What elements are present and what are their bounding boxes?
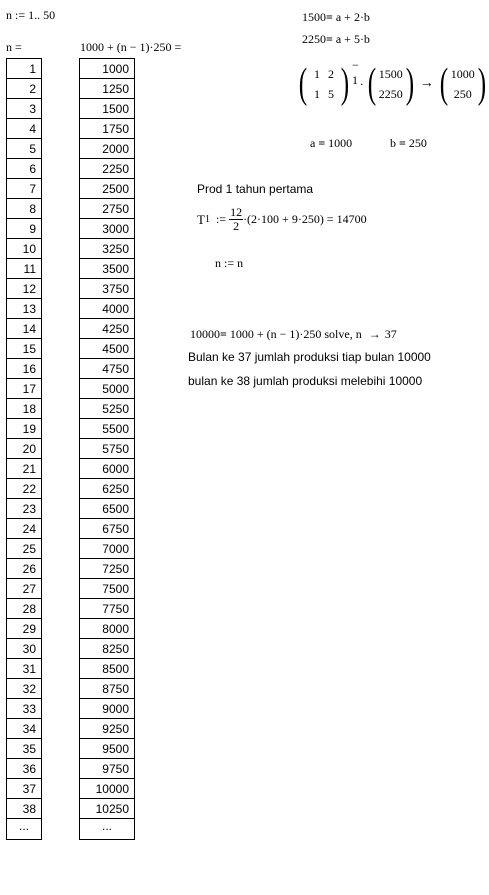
table-cell[interactable]: 30	[7, 639, 41, 659]
table-cell[interactable]: 34	[7, 719, 41, 739]
table-cell[interactable]: 8500	[80, 659, 134, 679]
table-cell[interactable]: 11	[7, 259, 41, 279]
table-cell[interactable]: 5750	[80, 439, 134, 459]
left-paren-icon: (	[367, 61, 376, 107]
table-cell[interactable]: 1250	[80, 79, 134, 99]
prod-expression: ·(2·100 + 9·250) = 14700	[243, 212, 367, 226]
table-cell[interactable]: 32	[7, 679, 41, 699]
eq1-lhs: 1500	[302, 10, 326, 24]
a-sign: =	[318, 136, 326, 150]
table-cell[interactable]: 6500	[80, 499, 134, 519]
eq2-lhs: 2250	[302, 32, 326, 46]
table-cell[interactable]: 5	[7, 139, 41, 159]
table-cell[interactable]: 35	[7, 739, 41, 759]
table-cell[interactable]: 25	[7, 539, 41, 559]
table-cell[interactable]: 8750	[80, 679, 134, 699]
table-cell[interactable]: 9000	[80, 699, 134, 719]
n-table-label[interactable]: n =	[6, 40, 22, 54]
a-value: 1000	[328, 136, 353, 150]
matrix-cell: 2	[328, 66, 334, 81]
table-cell[interactable]: 28	[7, 599, 41, 619]
table-cell[interactable]: 4000	[80, 299, 134, 319]
table-cell[interactable]: 10000	[80, 779, 134, 799]
table-cell[interactable]: 6	[7, 159, 41, 179]
matrix-cell: 5	[328, 86, 334, 101]
t-subscript: 1	[204, 214, 210, 225]
right-paren-icon: )	[405, 61, 414, 107]
conclusion-line-2[interactable]: bulan ke 38 jumlah produksi melebihi 10000	[188, 374, 423, 388]
table-cell[interactable]: 20	[7, 439, 41, 459]
eq1-sign: =	[326, 10, 333, 24]
fraction-numerator: 12	[230, 205, 243, 219]
table-cell[interactable]: 2	[7, 79, 41, 99]
solve-equation[interactable]	[190, 327, 397, 342]
table-cell[interactable]: 2000	[80, 139, 134, 159]
table-cell[interactable]: 23	[7, 499, 41, 519]
right-paren-icon: )	[477, 61, 486, 107]
left-paren-icon: (	[439, 61, 448, 107]
coefficient-matrix	[310, 64, 338, 104]
n-reset[interactable]: n := n	[215, 256, 244, 270]
table-cell[interactable]: 24	[7, 519, 41, 539]
table-cell[interactable]: 1750	[80, 119, 134, 139]
table-cell[interactable]: 13	[7, 299, 41, 319]
table-cell[interactable]: 29	[7, 619, 41, 639]
table-cell[interactable]: 7500	[80, 579, 134, 599]
eq2-sign: =	[326, 32, 333, 46]
range-definition[interactable]: n := 1.. 50	[6, 8, 56, 22]
equation-1[interactable]	[302, 10, 370, 25]
table-cell[interactable]: 22	[7, 479, 41, 499]
table-cell[interactable]: 10	[7, 239, 41, 259]
table-cell[interactable]: 6250	[80, 479, 134, 499]
table-cell[interactable]: 3750	[80, 279, 134, 299]
table-cell[interactable]: 36	[7, 759, 41, 779]
table-cell[interactable]: 21	[7, 459, 41, 479]
table-cell[interactable]: 3250	[80, 239, 134, 259]
b-label: b	[390, 136, 396, 150]
solve-sign: =	[220, 327, 227, 341]
table-cell[interactable]: 8250	[80, 639, 134, 659]
multiply-dot: ·	[359, 76, 364, 91]
table-cell[interactable]: 33	[7, 699, 41, 719]
formula-table-label[interactable]: 1000 + (n − 1)·250 =	[80, 40, 182, 54]
table-cell[interactable]: 2500	[80, 179, 134, 199]
table-cell[interactable]: 18	[7, 399, 41, 419]
table-cell[interactable]: 7750	[80, 599, 134, 619]
table-cell[interactable]: 10250	[80, 799, 134, 819]
arrow-icon: →	[368, 327, 381, 341]
matrix-expression[interactable]	[296, 58, 489, 107]
prod-equation[interactable]	[197, 206, 367, 233]
solve-result: 37	[384, 327, 397, 341]
matrix-cell: 1	[314, 86, 320, 101]
n-values-table[interactable]	[6, 58, 42, 840]
left-paren-icon: (	[298, 61, 308, 107]
table-cell[interactable]: 1500	[80, 99, 134, 119]
table-cell[interactable]: 9250	[80, 719, 134, 739]
table-cell[interactable]: 1	[7, 59, 41, 79]
table-cell[interactable]: 7250	[80, 559, 134, 579]
b-result[interactable]	[390, 136, 427, 151]
table-cell[interactable]: 8000	[80, 619, 134, 639]
table-cell[interactable]: 3500	[80, 259, 134, 279]
vector-cell: 1000	[450, 66, 475, 81]
table-cell[interactable]: 6750	[80, 519, 134, 539]
table-cell[interactable]: 7	[7, 179, 41, 199]
table-cell[interactable]: 2750	[80, 199, 134, 219]
vector-cell: 1500	[378, 66, 403, 81]
vector-cell: 250	[453, 86, 472, 101]
eq2-rhs: a + 5·b	[335, 32, 370, 46]
table-cell[interactable]: 8	[7, 199, 41, 219]
eq1-rhs: a + 2·b	[335, 10, 370, 24]
table-cell[interactable]: 12	[7, 279, 41, 299]
table-cell[interactable]: 5000	[80, 379, 134, 399]
table-cell[interactable]: 31	[7, 659, 41, 679]
table-cell[interactable]: 3	[7, 99, 41, 119]
table-cell[interactable]: 9750	[80, 759, 134, 779]
assign-operator: :=	[215, 212, 227, 226]
table-cell[interactable]: 3000	[80, 219, 134, 239]
table-cell[interactable]: 4250	[80, 319, 134, 339]
table-cell[interactable]: 14	[7, 319, 41, 339]
table-cell[interactable]: ...	[18, 819, 29, 833]
fraction	[229, 206, 243, 233]
a-label: a	[310, 136, 316, 150]
table-cell[interactable]: ...	[101, 819, 112, 833]
table-cell[interactable]: 16	[7, 359, 41, 379]
b-value: 250	[408, 136, 427, 150]
table-cell[interactable]: 9	[7, 219, 41, 239]
vector-cell: 2250	[378, 86, 403, 101]
table-cell[interactable]: 37	[7, 779, 41, 799]
table-cell[interactable]: 9500	[80, 739, 134, 759]
table-cell[interactable]: 6000	[80, 459, 134, 479]
table-cell[interactable]: 4500	[80, 339, 134, 359]
table-cell[interactable]: 17	[7, 379, 41, 399]
table-cell[interactable]: 4750	[80, 359, 134, 379]
b-sign: =	[399, 136, 406, 150]
formula-values-table[interactable]	[79, 58, 135, 840]
arrow-icon: →	[419, 76, 434, 91]
table-cell[interactable]: 26	[7, 559, 41, 579]
table-cell[interactable]: 19	[7, 419, 41, 439]
conclusion-line-1[interactable]: Bulan ke 37 jumlah produksi tiap bulan 10000	[188, 350, 431, 364]
table-cell[interactable]: 27	[7, 579, 41, 599]
table-cell[interactable]: 5250	[80, 399, 134, 419]
solve-lhs: 10000	[190, 327, 220, 341]
table-cell[interactable]: 2250	[80, 159, 134, 179]
table-cell[interactable]: 1000	[80, 59, 134, 79]
table-cell[interactable]: 5500	[80, 419, 134, 439]
t-symbol: T	[197, 211, 205, 227]
result-vector	[451, 64, 475, 104]
right-paren-icon: )	[340, 61, 350, 107]
fraction-denominator: 2	[233, 219, 240, 233]
table-cell[interactable]: 7000	[80, 539, 134, 559]
a-result[interactable]	[310, 136, 352, 151]
solve-rhs: 1000 + (n − 1)·250 solve, n	[229, 327, 362, 341]
table-cell[interactable]: 38	[7, 799, 41, 819]
table-cell[interactable]: 15	[7, 339, 41, 359]
constant-vector	[379, 64, 403, 104]
table-cell[interactable]: 4	[7, 119, 41, 139]
matrix-cell: 1	[314, 66, 320, 81]
inverse-exponent: − 1	[352, 58, 359, 87]
prod-title[interactable]: Prod 1 tahun pertama	[197, 182, 314, 196]
equation-2[interactable]	[302, 32, 370, 47]
